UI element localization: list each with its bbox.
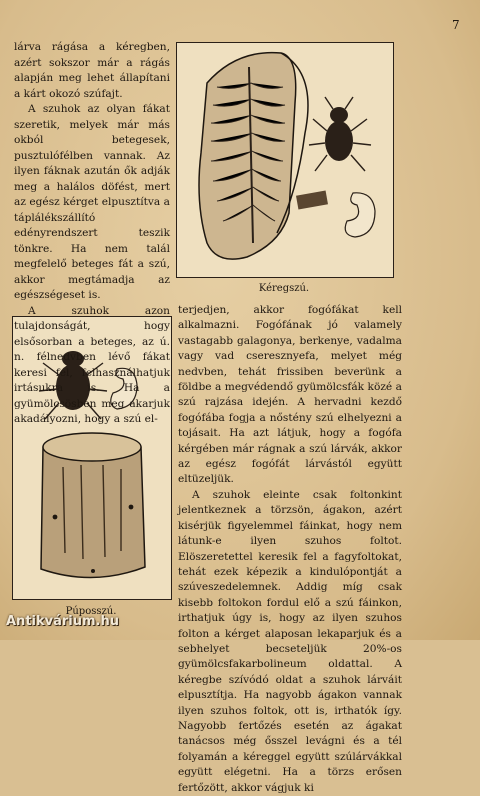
page-number: 7	[452, 18, 460, 32]
watermark: Antikvárium.hu	[6, 614, 119, 629]
paragraph: A szuhok azon tulajdonságát, hogy elsősorban a beteges, az ú. n. félnedvben lévő fákat keresi fel, felhasználhatjuk irtásukra is. Ha a gyümölcsösben meg akarjuk akadályozni, hogy a szú el-	[14, 304, 170, 425]
figure-bark-beetle	[176, 42, 394, 278]
figure-caption-hunchback-beetle: Púposszú.	[65, 606, 117, 617]
paragraph: terjedjen, akkor fogófákat kell alkalmazni. Fogófának jó valamely vastagabb galagonya, berkenye, vadalma vagy vad cseresznyefa, melyet még nedvben, tehát frissiben beverünk a földbe a megvédendő gyümölcsfák közé a szú rajzása idején. A hervadni kezdő fogófába fogja a nőstény szú elhelyezni a tojásait. Ha azt látjuk, hogy a fogófa kérgében már rágnak a szú lárvák, akkor az egész fogófát lárvástól együtt eltüzeljük.	[178, 304, 402, 486]
right-column-text	[178, 303, 402, 796]
figure-caption-bark-beetle: Kéregszú.	[258, 283, 310, 294]
left-column-text	[14, 40, 170, 428]
paragraph: A szuhok eleinte csak foltonkint jelentkeznek a törzsön, ágakon, azért kisérjük figyelemmel fáinkat, hogy nem látunk-e ilyen szuhos foltot. Elöszeretettel keresik fel a fagyfoltokat, tehát ezek képezik a kindulópontját a szúveszedelemnek. Addig míg csak kisebb foltokon fordul elő a szú fáinkon, irthatjuk úgy is, hogy az ilyen szuhos folton a kérget alaposan lekaparjuk és a sebhelyet becseteljük 20%-os gyümölcsfakarbolineum oldattal. A kéregbe szívódó oldat a szuhok lárváit elpusztítja. Ha nagyobb ágakon vannak ilyen szuhos foltok, ott is, irthatók így. Nagyobb fertőzés esetén az ágakat tanácsos még ősszel levágni és a tél folyamán a kéreggel együtt szúlárvákkal együtt elégetni. Ha a törzs erősen fertőzött, akkor vágjuk ki	[178, 488, 402, 794]
bark-beetle-illustration	[177, 43, 393, 277]
paragraph: A szuhok az olyan fákat szeretik, melyek már más okból betegesek, pusztulófélben vannak. Az ilyen fáknak azután ők adják meg a halálos döfést, mert az egész kérget elpusztítva a táplálékszállító edényrendszert teszik tönkre. Ha nem talál megfelelő beteges fát a szú, akkor megtámadja az egészségeset is.	[14, 103, 170, 301]
paragraph: lárva rágása a kéregben, azért sokszor már a rágás alapján meg lehet állapítani a kárt okozó szúfajt.	[14, 41, 170, 100]
